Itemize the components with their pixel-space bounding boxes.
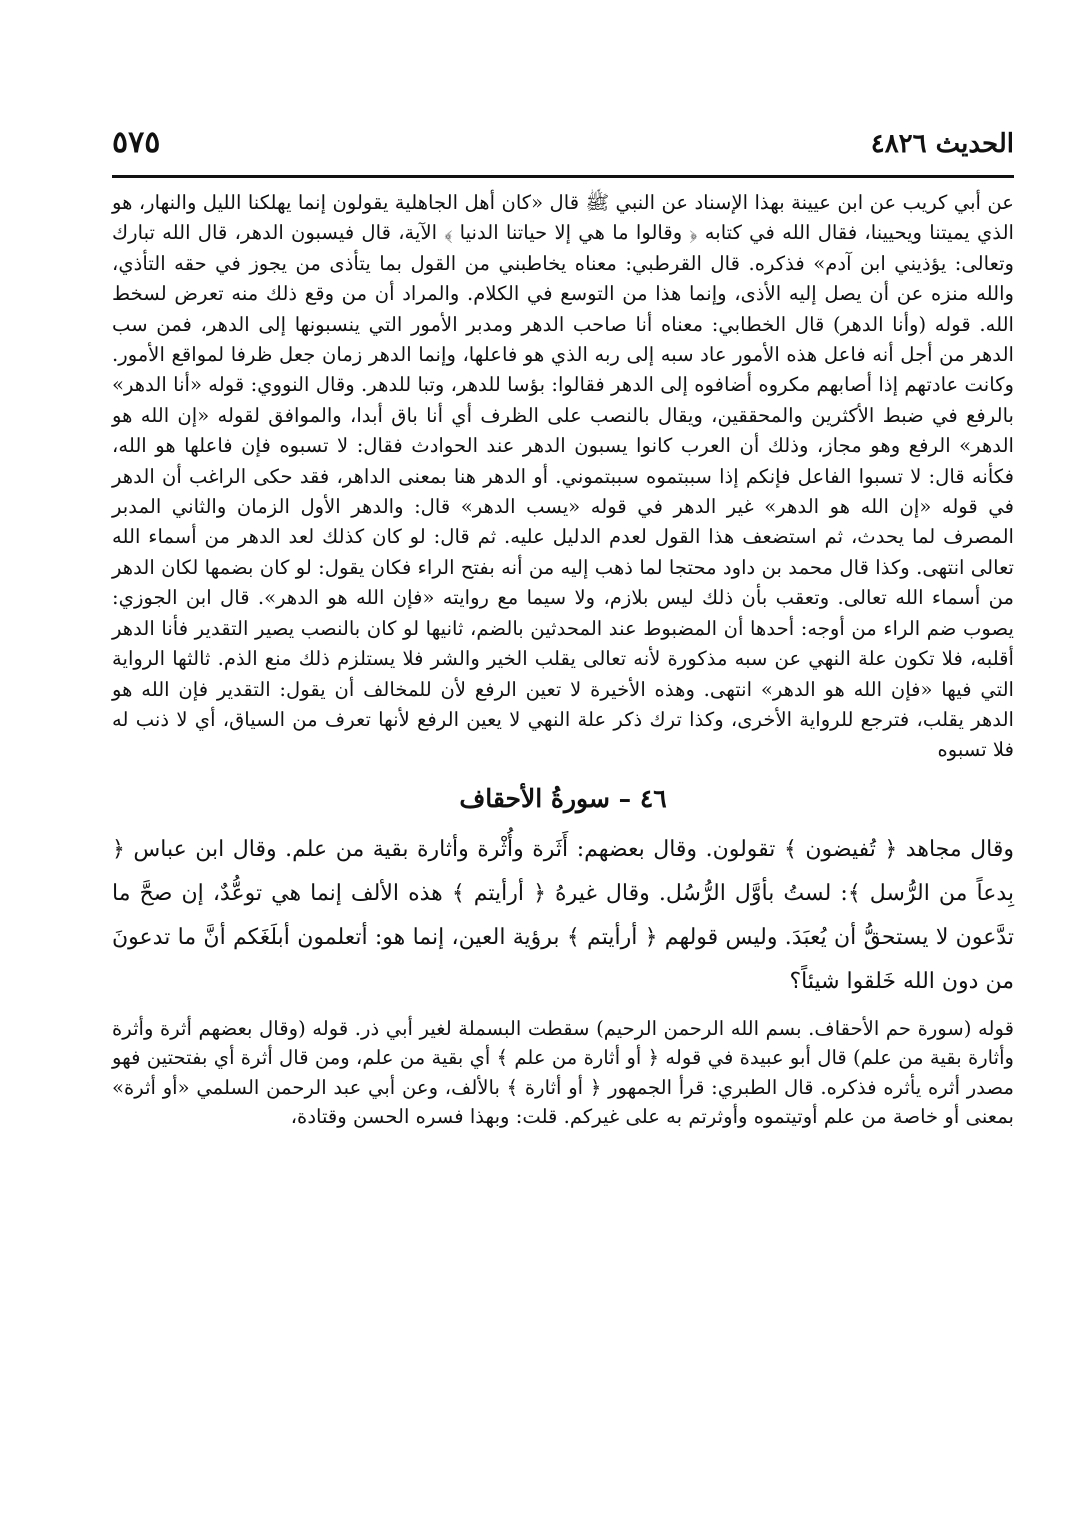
- surah-commentary-text: قوله (سورة حم الأحقاف. بسم الله الرحمن الرحيم) سقطت البسملة لغير أبي ذر. قوله (وقال بعضهم أثرة وأثرة وأثارة بقية من علم) قال أبو عبيدة في قوله ﴿ أو أثارة من علم ﴾ أي بقية من علم، ومن قال أثرة أي بفتحتين فهو مصدر أثره يأثره فذكره. قال الطبري: قرأ الجمهور ﴿ أو أثارة ﴾ بالألف، وعن أبي عبد الرحمن السلمي «أو أثرة» بمعنى أو خاصة من علم أوتيتموه وأوثرتم به على غيركم. قلت: وبهذا فسره الحسن وقتادة،: [112, 1016, 1014, 1129]
- header-rule: [112, 175, 1014, 178]
- page-number: ٥٧٥: [112, 125, 161, 160]
- hadith-commentary-text: عن أبي كريب عن ابن عيينة بهذا الإسناد عن النبي ﷺ قال «كان أهل الجاهلية يقولون إنما يهلكنا الليل والنهار، هو الذي يميتنا ويحيينا، فقال الله في كتابه ﴿ وقالوا ما هي إلا حياتنا الدنيا ﴾ الآية، قال فيسبون الدهر، قال الله تبارك وتعالى: يؤذيني ابن آدم» فذكره. قال القرطبي: معناه يخاطبني من القول بما يتأذى من يجوز في حقه التأذي، والله منزه عن أن يصل إليه الأذى، وإنما هذا من التوسع في الكلام. والمراد أن من وقع ذلك منه تعرض لسخط الله. قوله (وأنا الدهر) قال الخطابي: معناه أنا صاحب الدهر ومدبر الأمور التي ينسبونها إلى الدهر، فمن سب الدهر من أجل أنه فاعل هذه الأمور عاد سبه إلى ربه الذي هو فاعلها، وإنما الدهر زمان جعل ظرفا لمواقع الأمور. وكانت عادتهم إذا أصابهم مكروه أضافوه إلى الدهر فقالوا: بؤسا للدهر، وتبا للدهر. وقال النووي: قوله «أنا الدهر» بالرفع في ضبط الأكثرين والمحققين، ويقال بالنصب على الظرف أي أنا باق أبدا، والموافق لقوله «إن الله هو الدهر» الرفع وهو مجاز، وذلك أن العرب كانوا يسبون الدهر عند الحوادث فقال: لا تسبوه فإن فاعلها هو الله، فكأنه قال: لا تسبوا الفاعل فإنكم إذا سببتموه سببتموني. أو الدهر هنا بمعنى الداهر، فقد حكى الراغب أن الدهر في قوله «إن الله هو الدهر» غير الدهر في قوله «يسب الدهر» قال: والدهر الأول الزمان والثاني المدبر المصرف لما يحدث، ثم استضعف هذا القول لعدم الدليل عليه. ثم قال: لو كان كذلك لعد الدهر من أسماء الله تعالى انتهى. وكذا قال محمد بن داود محتجا لما ذهب إليه من أنه بفتح الراء فكان يقول: لو كان بضمها لكان الدهر من أسماء الله تعالى. وتعقب بأن ذلك ليس بلازم، ولا سيما مع روايته «فإن الله هو الدهر». قال ابن الجوزي: يصوب ضم الراء من أوجه: أحدها أن المضبوط عند المحدثين بالضم، ثانيها لو كان بالنصب يصير التقدير فأنا الدهر أقلبه، فلا تكون علة النهي عن سبه مذكورة لأنه تعالى يقلب الخير والشر فلا يستلزم ذلك منع الذم. ثالثها الرواية التي فيها «فإن الله هو الدهر» انتهى. وهذه الأخيرة لا تعين الرفع لأن للمخالف أن يقول: التقدير فإن الله هو الدهر يقلب، فترجع للرواية الأخرى، وكذا ترك ذكر علة النهي لا يعين الرفع لأنها تعرف من السياق، أي لا ذنب له فلا تسبوه: [112, 191, 1014, 762]
- surah-heading: ٤٦ – سورةُ الأحقاف: [459, 783, 667, 813]
- running-title: الحديث ٤٨٢٦: [870, 129, 1014, 159]
- page-header: [112, 125, 1014, 171]
- surah-bukhari-text: وقال مجاهد ﴿ تُفيضون ﴾ تقولون. وقال بعضهم: أَثَرة وأُثْرة وأثارة بقية من علم. وقال ابن عباس ﴿ بِدعاً من الرُّسل ﴾: لستُ بأوَّل الرُّسُل. وقال غيرهُ ﴿ أرأيتم ﴾ هذه الألف إنما هي توعُّدٌ، إن صحَّ ما تدَّعون لا يستحقُّ أن يُعبَدَ. وليس قولهم ﴿ أرأيتم ﴾ برؤية العين، إنما هو: أتعلمون أبلَغَكم أنَّ ما تدعونَ من دون الله خَلقوا شيئاً؟: [112, 836, 1014, 994]
